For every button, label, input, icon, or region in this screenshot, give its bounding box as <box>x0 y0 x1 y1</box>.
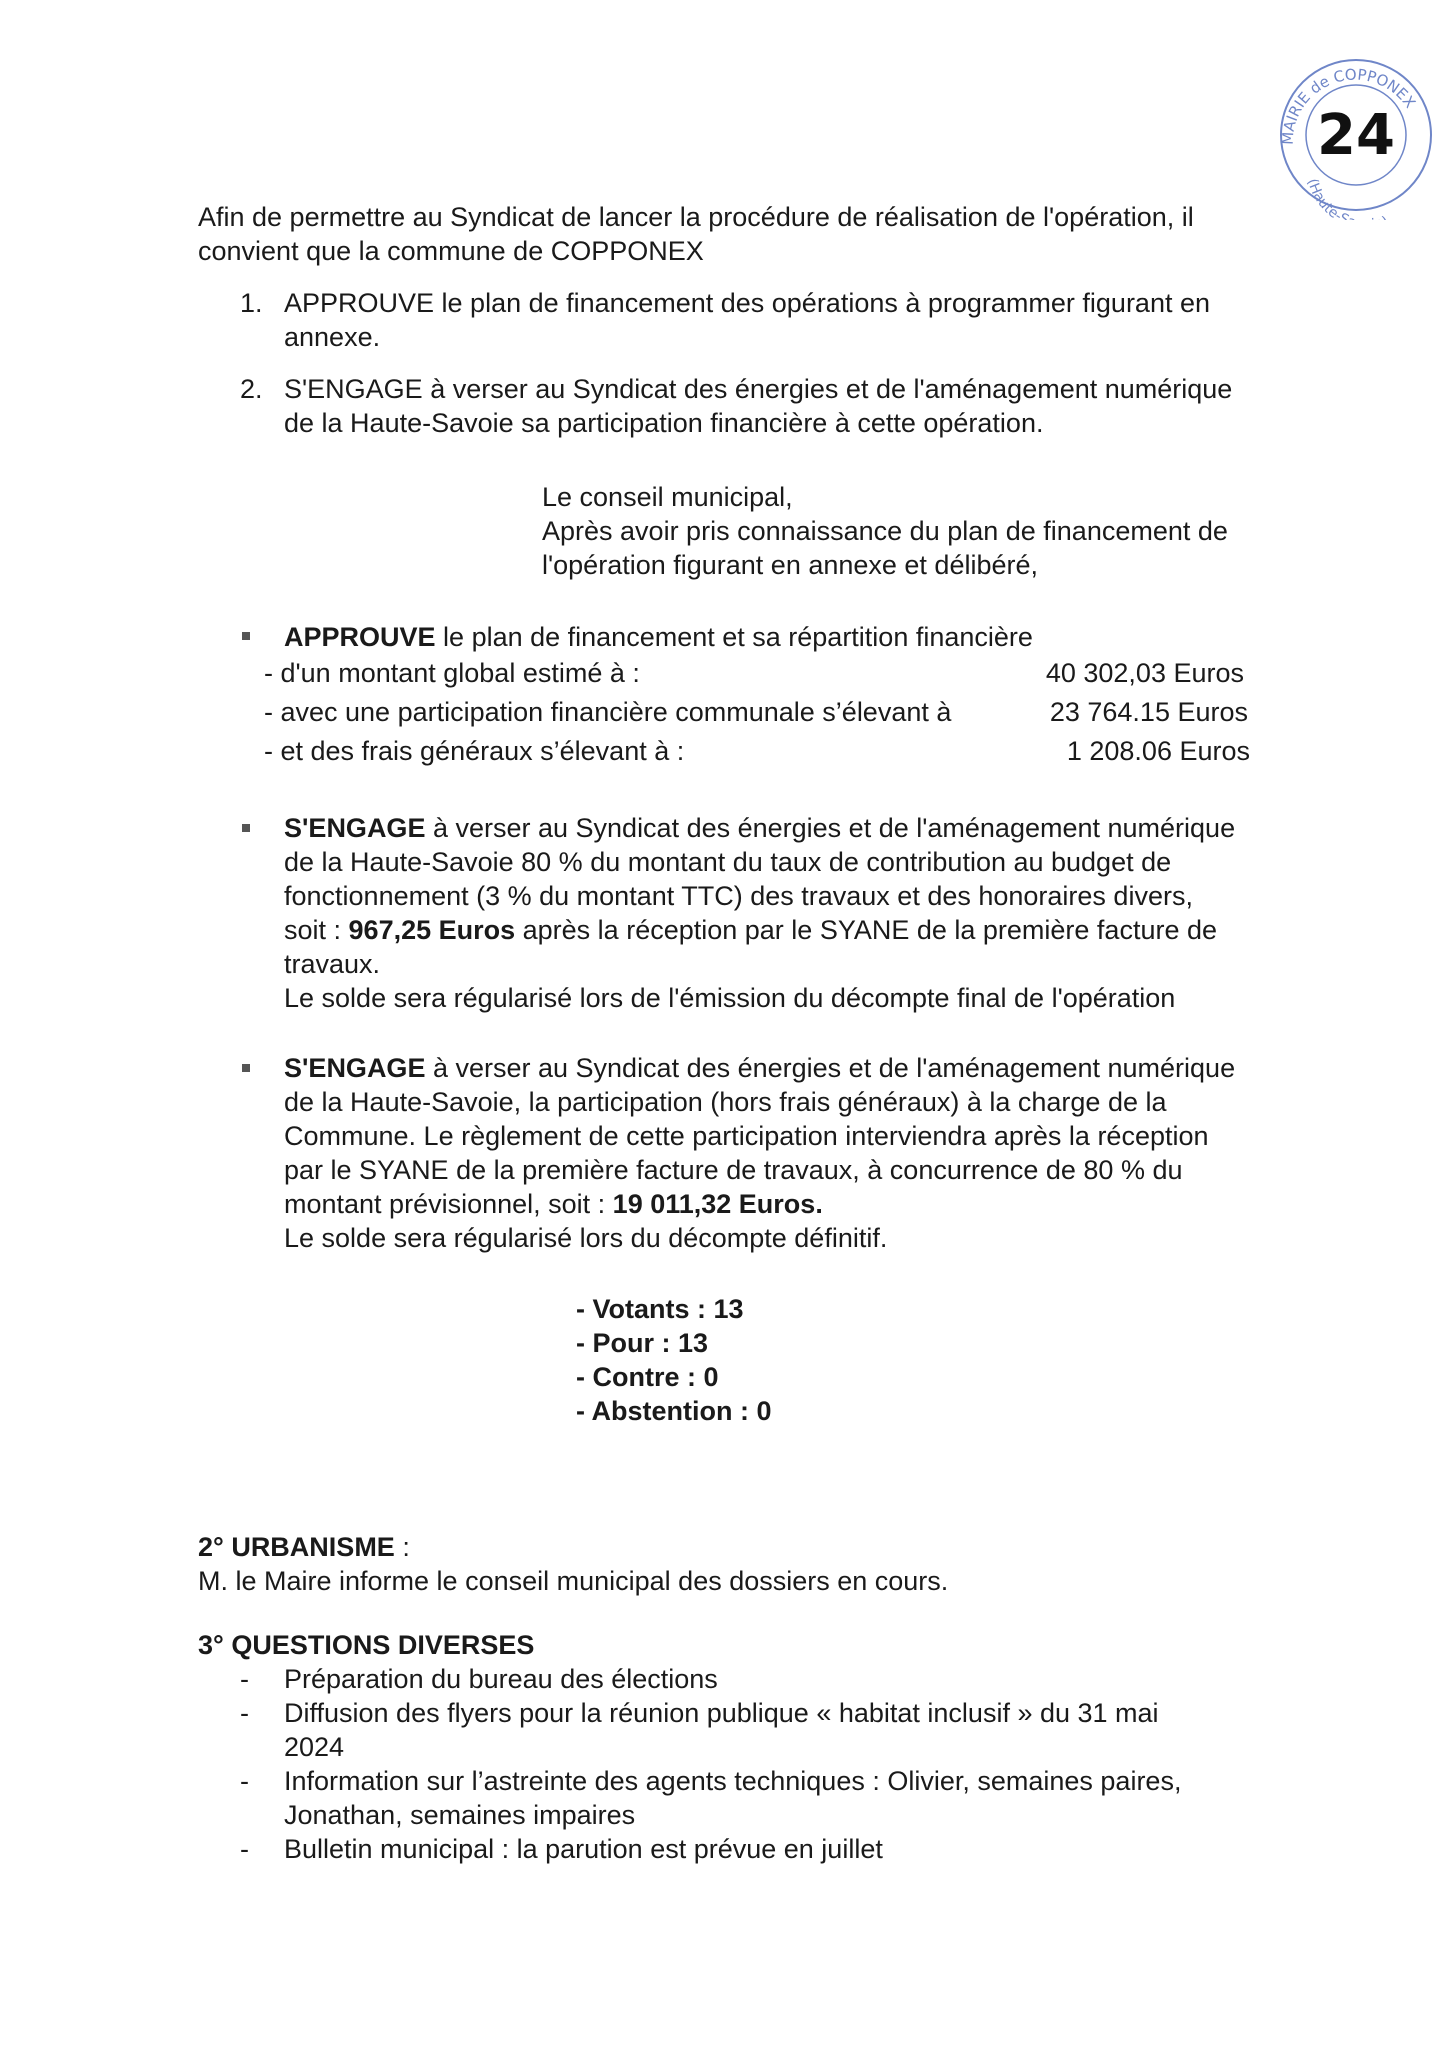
bullet-approuve <box>284 620 1284 654</box>
question-item: - Diffusion des flyers pour la réunion publique « habitat inclusif » du 31 mai 2024 <box>240 1698 1159 1762</box>
bullet-line: de la Haute-Savoie, la participation (hors frais généraux) à la charge de la <box>284 1087 1167 1117</box>
bullet-line: Le solde sera régularisé lors du décompte définitif. <box>284 1223 888 1253</box>
bullet-line: Le solde sera régularisé lors de l'émission du décompte final de l'opération <box>284 983 1176 1013</box>
dash-marker: - <box>240 1698 249 1728</box>
bullet-line: APPROUVE le plan de financement et sa répartition financière <box>284 622 1033 652</box>
bullet-sengage-2 <box>284 1051 1290 1255</box>
row-amount: 1 208.06 Euros <box>1066 736 1250 766</box>
row-label: - avec une participation financière communale s’élevant à <box>264 697 952 727</box>
row-amount: 40 302,03 Euros <box>1045 658 1244 688</box>
dash-marker: - <box>240 1834 249 1864</box>
svg-text:24: 24 <box>1317 103 1395 168</box>
item-number: 2. <box>240 374 263 404</box>
bullet-line: fonctionnement (3 % du montant TTC) des travaux et des honoraires divers, <box>284 881 1193 911</box>
row-amount: 23 764.15 Euros <box>1049 697 1248 727</box>
item-number: 1. <box>240 288 263 318</box>
section-urbanisme <box>198 1530 1298 1598</box>
svg-text:MAIRIE de COPPONEX: MAIRIE de COPPONEX <box>1278 65 1420 146</box>
dash-marker: - <box>240 1766 249 1796</box>
bullet-line: montant prévisionnel, soit : 19 011,32 Euros. <box>284 1189 823 1219</box>
bullet-line: soit : 967,25 Euros après la réception par le SYANE de la première facture de <box>284 915 1218 945</box>
section-heading: 3° QUESTIONS DIVERSES <box>198 1630 535 1660</box>
bold-keyword: APPROUVE <box>284 622 436 652</box>
numbered-item-1 <box>240 286 1300 354</box>
bullet-square-icon <box>242 1064 250 1072</box>
council-block <box>542 480 1302 582</box>
council-line: Après avoir pris connaissance du plan de financement de <box>542 516 1228 546</box>
intro-line: Afin de permettre au Syndicat de lancer la procédure de réalisation de l'opération, il <box>198 202 1194 232</box>
stamp-seal-icon <box>1268 50 1438 220</box>
bullet-line: de la Haute-Savoie 80 % du montant du taux de contribution au budget de <box>284 847 1172 877</box>
item-line: APPROUVE le plan de financement des opérations à programmer figurant en <box>284 288 1211 318</box>
section-text: M. le Maire informe le conseil municipal des dossiers en cours. <box>198 1566 949 1596</box>
bullet-line: S'ENGAGE à verser au Syndicat des énergies et de l'aménagement numérique <box>284 1053 1236 1083</box>
item-line: S'ENGAGE à verser au Syndicat des énergies et de l'aménagement numérique <box>284 374 1233 404</box>
section-heading: 2° URBANISME : <box>198 1532 410 1562</box>
bullet-line: Commune. Le règlement de cette participation interviendra après la réception <box>284 1121 1209 1151</box>
item-line: de la Haute-Savoie sa participation financière à cette opération. <box>284 408 1044 438</box>
amount-bold: 967,25 Euros <box>348 915 516 945</box>
council-line: l'opération figurant en annexe et délibéré, <box>542 550 1039 580</box>
bullet-sengage-1 <box>284 811 1290 1015</box>
bullet-square-icon <box>242 824 250 832</box>
vote-line: - Pour : 13 <box>576 1328 709 1358</box>
section-questions <box>198 1628 1298 1662</box>
financing-rows <box>264 656 1250 776</box>
intro-paragraph <box>198 200 1298 268</box>
bullet-line: par le SYANE de la première facture de travaux, à concurrence de 80 % du <box>284 1155 1183 1185</box>
question-item: - Information sur l’astreinte des agents techniques : Olivier, semaines paires, Jonathan, semaines impaires <box>240 1766 1182 1830</box>
question-item: - Préparation du bureau des élections <box>240 1664 718 1694</box>
row-label: - et des frais généraux s’élevant à : <box>264 736 685 766</box>
row-label: - d'un montant global estimé à : <box>264 658 640 688</box>
dash-marker: - <box>240 1664 249 1694</box>
vote-line: - Votants : 13 <box>576 1294 744 1324</box>
votes-block <box>576 1292 976 1428</box>
bullet-square-icon <box>242 632 250 640</box>
vote-line: - Abstention : 0 <box>576 1396 772 1426</box>
numbered-item-2 <box>240 372 1300 440</box>
council-line: Le conseil municipal, <box>542 482 793 512</box>
amount-bold: 19 011,32 Euros. <box>612 1189 823 1219</box>
item-line: annexe. <box>284 322 381 352</box>
bullet-line: S'ENGAGE à verser au Syndicat des énergies et de l'aménagement numérique <box>284 813 1236 843</box>
intro-line: convient que la commune de COPPONEX <box>198 236 704 266</box>
mairie-stamp <box>1268 50 1438 220</box>
svg-text:(Haute-Savoie): (Haute-S <box>1304 176 1352 220</box>
vote-line: - Contre : 0 <box>576 1362 719 1392</box>
question-item: - Bulletin municipal : la parution est prévue en juillet <box>240 1834 883 1864</box>
bullet-line: travaux. <box>284 949 381 979</box>
